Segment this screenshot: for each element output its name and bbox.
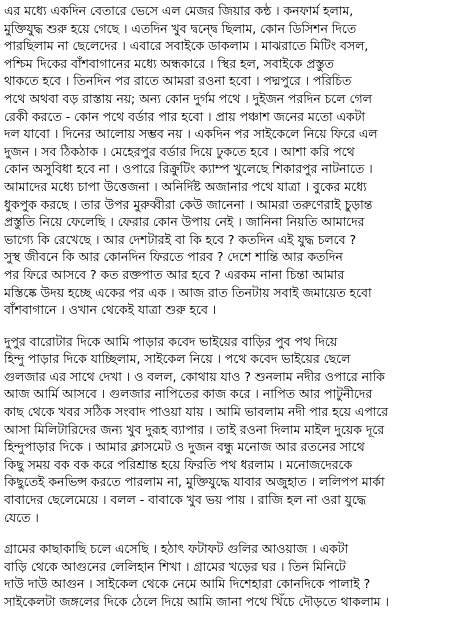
text-line: পশ্চিম দিকের বাঁশবাগানের মধ্যে অন্ধকারে । স্থির হল, সবাইকে প্রস্তুত [4, 55, 334, 71]
text-line: ভাগ্যে কি রেখেছে । আর দেশটারই বা কি হবে ? কতদিন এই যুদ্ধ চলবে ? [4, 231, 357, 247]
text-line: আমাদের মধ্যে চাপা উত্তেজনা । অনির্দিষ্ট অজানার পথে যাত্রা । বুকের মধ্যে [4, 178, 367, 194]
paragraph-3 [4, 540, 452, 610]
text-line: কাছ থেকে খবর সঠিক সংবাদ পাওয়া যায় । আমি ভাবলাম নদী পার হয়ে এপারে [4, 404, 389, 420]
text-line: কোন অসুবিধা হবে না । ওপারে রিক্রুটিং ক্যাম্প খুলেছে শিকারপুর নাটনাতে । [4, 161, 373, 177]
text-line: দুজন । সব ঠিকঠাক । মেহেরপুর বর্ডার দিয়ে ঢুকতে হবে । আশা করি পথে [4, 143, 355, 159]
text-line: সুস্থ জীবনে কি আর কোনদিন ফিরতে পারব ? দেশে শান্তি আর কতদিন [4, 249, 343, 265]
text-line: মস্তিষ্কে উদয় হচ্ছে একের পর এক । আজ রাত তিনটায় সবাই জমায়েত হবো [4, 284, 372, 300]
text-line: পারছিলাম না ছেলেদের । এবারে সবাইকে ডাকলাম । মাঝরাতে মিটিং বসল, [4, 38, 369, 54]
text-line: প্রস্তুতি নিয়ে ফেলেছি । ফেরার কোন উপায় নেই । জানিনা নিয়তি আমাদের [4, 214, 365, 230]
text-line: এর মধ্যে একদিন বেতারে ভেসে এল মেজর জিয়ার কন্ঠ । কনফার্ম হলাম, [4, 3, 354, 18]
text-line: বাবাদের ছেলেমেয়ে । বলল - বাবাকে খুব ভয় পায় । রাজি হল না ওরা যুদ্ধে [4, 492, 366, 508]
paragraph-2 [4, 333, 452, 527]
text-line: গুলজার এর সাথে দেখা । ও বলল, কোথায় যাও ? শুনলাম নদীর ওপারে নাকি [4, 368, 385, 384]
text-line: যেতে । [4, 509, 39, 525]
text-line: দুপুর বারোটার দিকে আমি পাড়ার কবেদ ভাইয়ের বাড়ির পুব পথ দিয়ে [4, 333, 338, 349]
text-line: কিছুতেই কনভিন্স করতে পারলাম না, মুক্তিযুদ্ধে যাবার অজুহাত । ললিপপ মার্কা [4, 474, 385, 490]
text-line: হিন্দুপাড়ার দিকে । আমার ক্লাসমেট ও দুজন বন্ধু মনোজ আর রতনের সাথে [4, 439, 365, 455]
text-line: পথে অথবা বড় রাস্তায় নয়; অন্য কোন দুর্গম পথে । দুইজন পরদিন চলে গেল [4, 90, 372, 106]
text-line: বাঁশবাগানে । ওখান থেকেই যাত্রা শুরু হবে । [4, 302, 217, 318]
text-line: হিন্দু পাড়ার দিকে যাচ্ছিলাম, সাইকেল নিয়ে । পথে কবেদ ভাইয়ের ছেলে [4, 351, 351, 367]
text-line: আসা মিলিটারিদের জন্য খুব দুরূহ ব্যাপার । তাই রওনা দিলাম মাইল দুয়েক দূরে [4, 421, 385, 437]
text-line: পর ফিরে আসবে ? কত রক্তপাত আর হবে ? এরকম নানা চিন্তা আমার [4, 266, 345, 282]
text-line: গ্রামের কাছাকাছি চলে এসেছি । হঠাৎ ফটাফট গুলির আওয়াজ । একটা [4, 541, 349, 557]
text-line: সাইকেলটা জঙ্গলের দিকে ঠেলে দিয়ে আমি জানা পথে খিঁচে দৌড়তে থাকলাম । [4, 594, 389, 609]
text-line: বাড়ি থেকে আগুনের লেলিহান শিখা । গ্রামের খড়ের ঘর । তিন মিনিটে [4, 558, 346, 574]
text-line: ধুকপুক করছে । তার উপর মুরুব্বীরা কেউ জানেনা । আমরা তরুণেরাই চুড়ান্ত [4, 196, 373, 212]
text-line: মুক্তিযুদ্ধ শুরু হয়ে গেছে । এতদিন খুব দ্বন্দ্বে ছিলাম, কোন ডিসিশন দিতে [4, 20, 357, 36]
text-line: কিছু সময় বক বক করে পরিশ্রান্ত হয়ে ফিরতি পথ ধরলাম । মনোজদেরকে [4, 456, 353, 472]
text-line: রেকী করতে - কোন পথে বর্ডার পার হবো । প্রায় পঞ্চাশ জনের মতো একটা [4, 108, 366, 124]
text-line: থাকতে হবে । তিনদিন পর রাতে আমরা রওনা হবো । পদ্মপুরে । পরিচিত [4, 73, 352, 89]
paragraph-1 [4, 2, 452, 319]
text-line: দাউ দাউ আগুন । সাইকেল থেকে নেমে আমি দিশেহারা কোনদিকে পালাই ? [4, 576, 371, 592]
document-page [4, 2, 452, 624]
text-line: দল যাবো । দিনের আলোয় সম্ভব নয় । একদিন পর সাইকেলে নিয়ে ফিরে এল [4, 126, 378, 142]
text-line: আজ আর্মি আসবে । গুলজার নাপিতের কাজ করে । নাপিত আর পাটুনীদের [4, 386, 373, 402]
